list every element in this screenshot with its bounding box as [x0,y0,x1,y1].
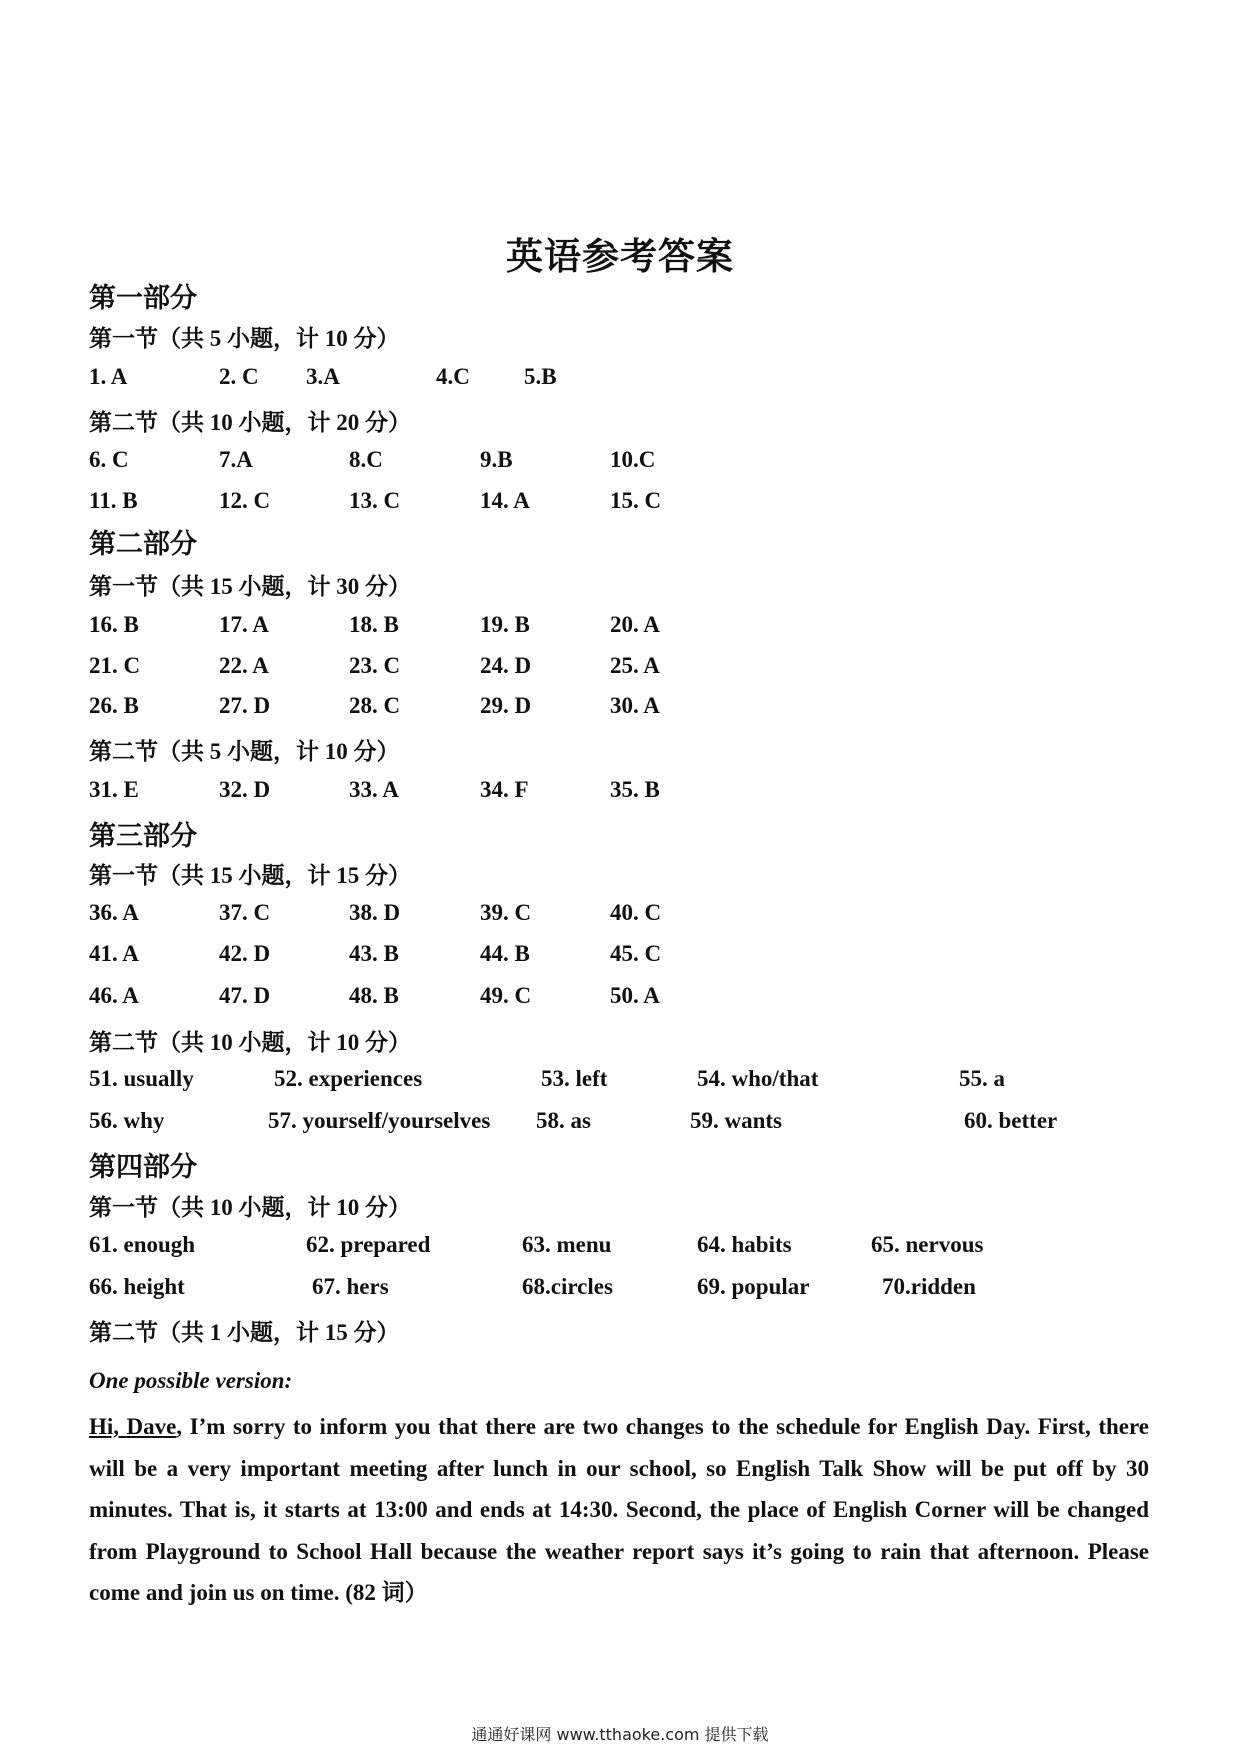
part-2-heading: 第二部分 [89,529,197,559]
answer-item: 22. A [219,653,269,678]
part-3-heading: 第三部分 [89,821,197,851]
answer-row [0,941,1240,971]
answer-item: 60. better [964,1108,1058,1133]
answer-item: 15. C [610,488,662,513]
answer-item: 4.C [436,364,470,389]
answer-item: 28. C [349,693,401,718]
essay-body: , I’m sorry to inform you that there are two changes to the schedule for English Day. First, there will be a very important meeting after lunch in our school, so English Talk Show will be put off by 30 minutes. That is, it starts at 13:00 and ends at 14:30. Second, the place of English Corner will be changed from Playground to School Hall because the weather report says it’s going to rain that afternoon. Please come and join us on time. (82 词） [89,1414,1149,1605]
answer-item: 13. C [349,488,401,513]
answer-item: 47. D [219,983,271,1008]
answer-item: 49. C [480,983,532,1008]
answer-row [0,1232,1240,1262]
answer-item: 25. A [610,653,660,678]
answer-item: 70.ridden [882,1274,976,1299]
answer-item: 45. C [610,941,662,966]
answer-item: 10.C [610,447,656,472]
answer-row [0,1108,1240,1138]
answer-item: 30. A [610,693,660,718]
answer-item: 41. A [89,941,139,966]
answer-item: 27. D [219,693,271,718]
answer-item: 65. nervous [871,1232,984,1257]
answer-item: 44. B [480,941,530,966]
answer-item: 53. left [541,1066,608,1091]
section-heading: 第二节（共 10 小题，计 10 分） [89,1030,411,1055]
answer-item: 5.B [524,364,557,389]
answer-item: 68.circles [522,1274,613,1299]
answer-item: 24. D [480,653,532,678]
answer-item: 1. A [89,364,128,389]
section-heading: 第一节（共 5 小题，计 10 分） [89,326,400,351]
answer-item: 39. C [480,900,532,925]
answer-item: 37. C [219,900,271,925]
answer-item: 34. F [480,777,529,802]
answer-item: 17. A [219,612,269,637]
answer-item: 46. A [89,983,139,1008]
answer-item: 21. C [89,653,141,678]
answer-item: 32. D [219,777,271,802]
answer-item: 18. B [349,612,399,637]
answer-row [0,900,1240,930]
answer-item: 64. habits [697,1232,792,1257]
answer-item: 38. D [349,900,401,925]
answer-item: 3.A [306,364,340,389]
section-heading: 第一节（共 10 小题，计 10 分） [89,1195,411,1220]
section-heading: 第二节（共 10 小题，计 20 分） [89,410,411,435]
answer-item: 35. B [610,777,660,802]
answer-row [0,447,1240,477]
section-heading: 第二节（共 5 小题，计 10 分） [89,739,400,764]
answer-row [0,612,1240,642]
answer-item: 16. B [89,612,139,637]
answer-item: 50. A [610,983,660,1008]
page-title: 英语参考答案 [506,237,734,278]
answer-item: 59. wants [690,1108,783,1133]
answer-item: 55. a [959,1066,1005,1091]
answer-item: 40. C [610,900,662,925]
page-footer: 通通好课网 www.tthaoke.com 提供下载 [471,1725,769,1744]
answer-item: 42. D [219,941,271,966]
answer-item: 33. A [349,777,399,802]
answer-row [0,983,1240,1013]
part-4-heading: 第四部分 [89,1152,197,1182]
answer-item: 63. menu [522,1232,612,1257]
answer-item: 51. usually [89,1066,194,1091]
sample-version-label: One possible version: [89,1368,293,1393]
answer-item: 66. height [89,1274,185,1299]
answer-item: 2. C [219,364,259,389]
section-heading: 第二节（共 1 小题，计 15 分） [89,1320,400,1345]
answer-item: 56. why [89,1108,165,1133]
answer-row [0,653,1240,683]
answer-item: 20. A [610,612,660,637]
answer-item: 19. B [480,612,530,637]
answer-item: 43. B [349,941,399,966]
answer-item: 57. yourself/yourselves [268,1108,491,1133]
answer-row [0,693,1240,723]
part-1-heading: 第一部分 [89,283,197,313]
answer-item: 6. C [89,447,129,472]
answer-item: 29. D [480,693,532,718]
section-heading: 第一节（共 15 小题，计 15 分） [89,863,411,888]
answer-item: 23. C [349,653,401,678]
answer-item: 61. enough [89,1232,196,1257]
answer-item: 8.C [349,447,383,472]
answer-item: 48. B [349,983,399,1008]
answer-item: 12. C [219,488,271,513]
section-heading: 第一节（共 15 小题，计 30 分） [89,574,411,599]
sample-essay [89,1406,1149,1614]
answer-item: 67. hers [312,1274,389,1299]
answer-item: 26. B [89,693,139,718]
answer-row [0,488,1240,518]
answer-row [0,777,1240,807]
answer-item: 69. popular [697,1274,810,1299]
answer-item: 14. A [480,488,530,513]
answer-item: 62. prepared [306,1232,431,1257]
answer-item: 36. A [89,900,139,925]
answer-row [0,1274,1240,1304]
answer-row [0,364,1240,394]
answer-item: 11. B [89,488,138,513]
answer-item: 7.A [219,447,253,472]
answer-item: 9.B [480,447,513,472]
answer-item: 52. experiences [274,1066,423,1091]
answer-row [0,1066,1240,1096]
answer-item: 31. E [89,777,139,802]
answer-item: 58. as [536,1108,591,1133]
answer-item: 54. who/that [697,1066,819,1091]
essay-greeting: Hi, Dave [89,1414,177,1439]
